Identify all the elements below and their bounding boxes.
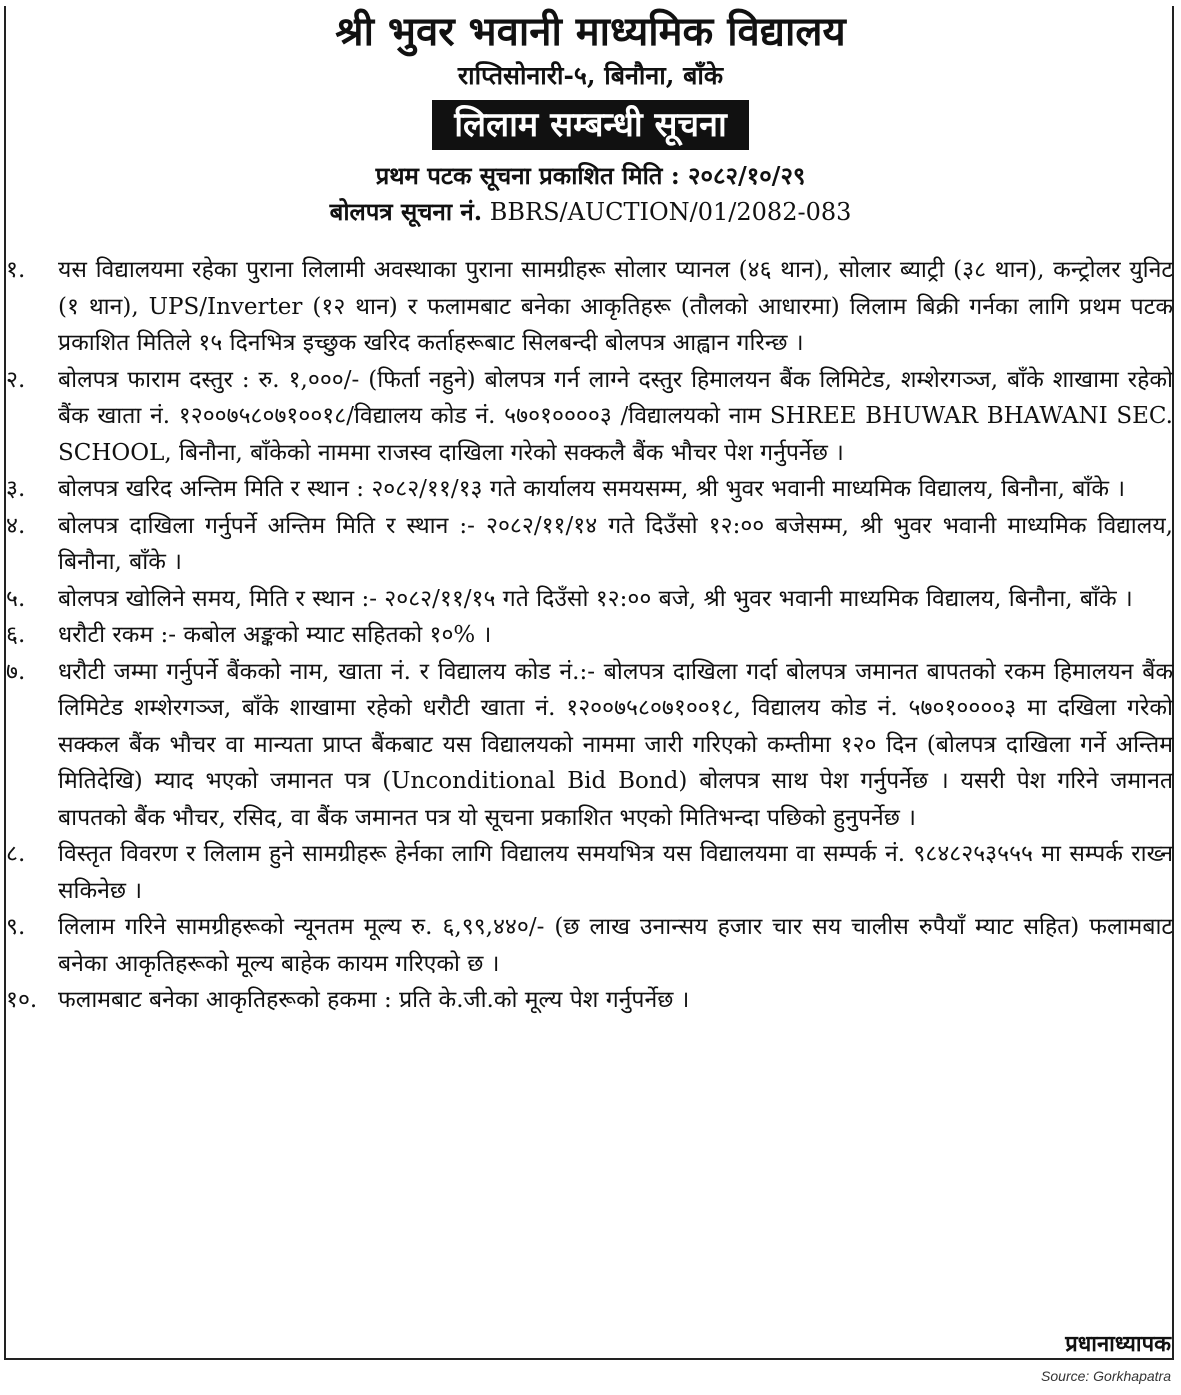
- notice-item: [6, 252, 1173, 362]
- item-text: विस्तृत विवरण र लिलाम हुने सामग्रीहरू हेर्नका लागि विद्यालय समयभित्र यस विद्यालयमा वा सम्पर्क नं. ९८४८२५३५५५ मा सम्पर्क राख्न सकिनेछ ।: [58, 841, 1173, 904]
- item-number: ८.: [6, 841, 26, 867]
- item-text: बोलपत्र खोलिने समय, मिति र स्थान :- २०८२/११/१५ गते दिउँसो १२:०० बजे, श्री भुवर भवानी माध्यमिक विद्यालय, बिनौना, बाँके ।: [58, 585, 1133, 612]
- item-text: फलामबाट बनेका आकृतिहरूको हकमा : प्रति के.जी.को मूल्य पेश गर्नुपर्नेछ ।: [58, 987, 690, 1013]
- source-credit: Source: Gorkhapatra: [1041, 1368, 1171, 1384]
- notice-item: [6, 581, 1173, 618]
- notice-item: [6, 471, 1173, 508]
- item-number: १०.: [6, 987, 38, 1013]
- item-text: धरौटी जम्मा गर्नुपर्ने बैंकको नाम, खाता नं. र विद्यालय कोड नं.:- बोलपत्र दाखिला गर्दा बोलपत्र जमानत बापतको रकम हिमालयन बैंक लिमिटेड शम्शेरगञ्ज, बाँके शाखामा रहेको धरौटी खाता नं. १२००७५८०७१००१८, विद्यालय कोड नं. ५७०१००००३ मा दखिला गरेको सक्कल बैंक भौचर वा मान्यता प्राप्त बैंकबाट यस विद्यालयको नाममा जारी गरिएको कम्तीमा १२० दिन (बोलपत्र दाखिला गर्ने अन्तिम मितिदेखि) म्याद भएको जमानत पत्र (Unconditional Bid Bond) बोलपत्र साथ पेश गर्नुपर्नेछ । यसरी पेश गरिने जमानत बापतको बैंक भौचर, रसिद, वा बैंक जमानत पत्र यो सूचना प्रकाशित भएको मितिभन्दा पछिको हुनुपर्नेछ ।: [58, 658, 1173, 831]
- item-text: बोलपत्र दाखिला गर्नुपर्ने अन्तिम मिति र स्थान :- २०८२/११/१४ गते दिउँसो १२:०० बजेसम्म, श्री भुवर भवानी माध्यमिक विद्यालय, बिनौना, बाँके ।: [58, 512, 1173, 575]
- notice-item: [6, 362, 1173, 472]
- notice-banner: लिलाम सम्बन्धी सूचना: [432, 100, 749, 150]
- school-address: राप्तिसोनारी-५, बिनौना, बाँके: [457, 61, 724, 90]
- item-number: ९.: [6, 914, 26, 940]
- notice-item: [6, 982, 1173, 1019]
- signatory: प्रधानाध्यापक: [1065, 1331, 1171, 1357]
- item-text: यस विद्यालयमा रहेका पुराना लिलामी अवस्थाका पुराना सामग्रीहरू सोलार प्यानल (४६ थान), सोलार ब्याट्री (३८ थान), कन्ट्रोलर युनिट (१ थान), UPS/Inverter (१२ थान) र फलामबाट बनेका आकृतिहरू (तौलको आधारमा) लिलाम बिक्री गर्नका लागि प्रथम पटक प्रकाशित मितिले १५ दिनभित्र इच्छुक खरिद कर्ताहरूबाट सिलबन्दी बोलपत्र आह्वान गरिन्छ ।: [58, 257, 1173, 356]
- school-name: श्री भुवर भवानी माध्यमिक विद्यालय: [335, 8, 846, 55]
- item-number: २.: [6, 366, 26, 393]
- notice-item: [6, 617, 1173, 654]
- item-number: ३.: [6, 476, 26, 502]
- item-number: ४.: [6, 512, 26, 539]
- item-number: ७.: [6, 658, 26, 685]
- item-number: १.: [6, 257, 26, 283]
- notice-item: [6, 836, 1173, 909]
- item-number: ५.: [6, 585, 26, 612]
- reference-value: BBRS/AUCTION/01/2082-083: [489, 198, 852, 226]
- item-text: लिलाम गरिने सामग्रीहरूको न्यूनतम मूल्य रु. ६,९९,४४०/- (छ लाख उनान्सय हजार चार सय चालीस रुपैयाँ म्याट सहित) फलामबाट बनेका आकृतिहरूको मूल्य बाहेक कायम गरिएको छ ।: [58, 914, 1173, 977]
- item-number: ६.: [6, 622, 26, 648]
- item-text: बोलपत्र फाराम दस्तुर : रु. १,०००/- (फिर्ता नहुने) बोलपत्र गर्न लाग्ने दस्तुर हिमालयन बैंक लिमिटेड, शम्शेरगञ्ज, बाँके शाखामा रहेको बैंक खाता नं. १२००७५८०७१००१८/विद्यालय कोड नं. ५७०१००००३ /विद्यालयको नाम SHREE BHUWAR BHAWANI SEC. SCHOOL, बिनौना, बाँकेको नाममा राजस्व दाखिला गरेको सक्कलै बैंक भौचर पेश गर्नुपर्नेछ ।: [58, 366, 1173, 466]
- item-text: धरौटी रकम :- कबोल अङ्कको म्याट सहितको १०% ।: [58, 622, 492, 648]
- item-text: बोलपत्र खरिद अन्तिम मिति र स्थान : २०८२/११/१३ गते कार्यालय समयसम्म, श्री भुवर भवानी माध्यमिक विद्यालय, बिनौना, बाँके ।: [58, 476, 1126, 502]
- notice-item: [6, 654, 1173, 837]
- publish-date: प्रथम पटक सूचना प्रकाशित मिति : २०८२/१०/२९: [375, 161, 806, 190]
- notice-item: [6, 508, 1173, 581]
- notice-item: [6, 909, 1173, 982]
- reference-label: बोलपत्र सूचना नं.: [329, 197, 483, 226]
- notice-items: [6, 252, 1173, 1019]
